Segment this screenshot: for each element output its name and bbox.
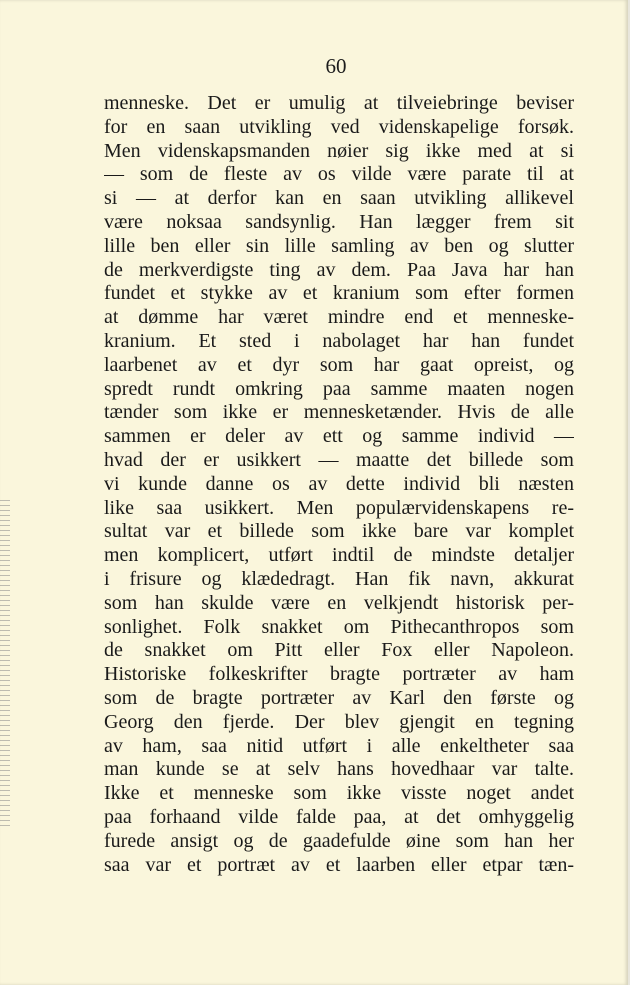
- text-line: kranium. Et sted i nabolaget har han fundet: [104, 329, 574, 352]
- text-line: man kunde se at selv hans hovedhaar var talte.: [104, 758, 574, 781]
- text-line: men komplicert, utført indtil de mindste detaljer: [104, 544, 574, 567]
- text-line: paa forhaand vilde falde paa, at det omhyggelig: [104, 805, 574, 828]
- text-line: fundet et stykke av et kranium som efter formen: [104, 282, 574, 305]
- page-edge-binding: [0, 500, 10, 830]
- page-number: 60: [325, 54, 347, 78]
- text-line: — som de fleste av os vilde være parate til at: [104, 163, 574, 186]
- text-line: sammen er deler av ett og samme individ —: [104, 425, 574, 448]
- text-line: vi kunde danne os av dette individ bli næsten: [104, 472, 574, 495]
- text-line: de snakket om Pitt eller Fox eller Napoleon.: [104, 639, 574, 662]
- text-line: saa var et portræt av et laarben eller etpar tæn-: [104, 853, 574, 876]
- text-line: for en saan utvikling ved videnskapelige forsøk.: [104, 115, 574, 138]
- text-line: Historiske folkeskrifter bragte portræter av ham: [104, 663, 574, 686]
- text-line: Men videnskapsmanden nøier sig ikke med at si: [104, 139, 574, 162]
- text-line: av ham, saa nitid utført i alle enkeltheter saa: [104, 734, 574, 757]
- text-line: si — at derfor kan en saan utvikling allikevel: [104, 187, 574, 210]
- text-line: tænder som ikke er mennesketænder. Hvis de alle: [104, 401, 574, 424]
- text-line: lille ben eller sin lille samling av ben og slutter: [104, 234, 574, 257]
- text-line: i frisure og klædedragt. Han fik navn, akkurat: [104, 567, 574, 590]
- text-line: laarbenet av et dyr som har gaat opreist, og: [104, 353, 574, 376]
- text-line: hvad der er usikkert — maatte det billede som: [104, 448, 574, 471]
- text-line: som de bragte portræter av Karl den første og: [104, 686, 574, 709]
- text-line: at dømme har været mindre end et menneske-: [104, 306, 574, 329]
- text-line: være noksaa sandsynlig. Han lægger frem sit: [104, 210, 574, 233]
- text-line: furede ansigt og de gaadefulde øine som han her: [104, 829, 574, 852]
- text-line: sultat var et billede som ikke bare var komplet: [104, 520, 574, 543]
- text-line: de merkverdigste ting av dem. Paa Java har han: [104, 258, 574, 281]
- body-text: [104, 92, 574, 877]
- text-line: Ikke et menneske som ikke visste noget andet: [104, 782, 574, 805]
- text-line: sonlighet. Folk snakket om Pithecanthropos som: [104, 615, 574, 638]
- text-line: spredt rundt omkring paa samme maaten nogen: [104, 377, 574, 400]
- text-line: som han skulde være en velkjendt historisk per-: [104, 591, 574, 614]
- text-line: like saa usikkert. Men populærvidenskapens re-: [104, 496, 574, 519]
- text-line: menneske. Det er umulig at tilveiebringe beviser: [104, 92, 574, 114]
- text-line: Georg den fjerde. Der blev gjengit en tegning: [104, 710, 574, 733]
